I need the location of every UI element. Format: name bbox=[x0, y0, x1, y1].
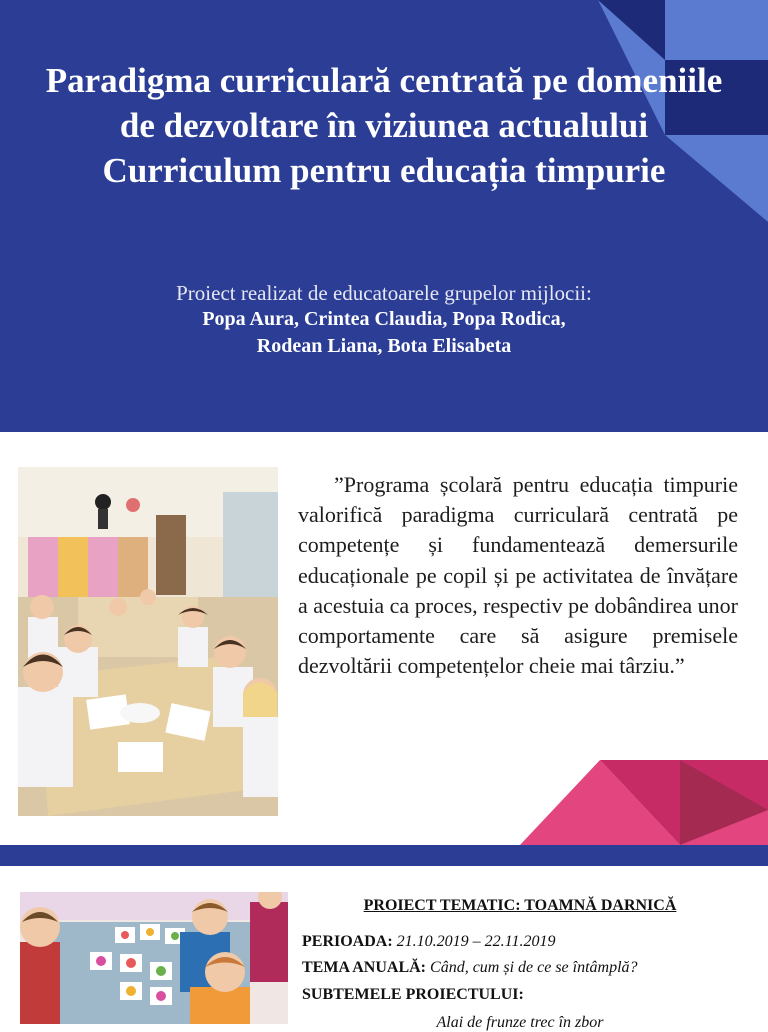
curriculum-quote: ”Programa școlară pentru educația timpurie valorifică paradigma curriculară centrată pe competențe și fundamentează demersurile educaționale pe copil și pe activitatea de învățare a acestuia ca proces, respectiv pe dobândirea unor comportamente care să asigure premisele dezvoltării competențelor cheie mai târziu.” bbox=[298, 472, 738, 679]
annual-theme-label: TEMA ANUALĂ: bbox=[302, 959, 427, 976]
section-divider-band bbox=[0, 845, 768, 866]
subtopic-item: Alai de frunze trec în zbor bbox=[436, 1014, 604, 1031]
project-annual-theme bbox=[302, 959, 752, 977]
title-slide-header bbox=[0, 0, 768, 432]
period-value: 21.10.2019 – 22.11.2019 bbox=[396, 933, 556, 950]
authors-list bbox=[40, 306, 728, 360]
project-period bbox=[302, 933, 752, 951]
period-label: PERIOADA: bbox=[302, 933, 393, 950]
subtopics-label: SUBTEMELE PROIECTULUI: bbox=[302, 986, 524, 1003]
authors-line-2: Rodean Liana, Bota Elisabeta bbox=[256, 335, 512, 357]
page-title: Paradigma curriculară centrată pe domeniile de dezvoltare în viziunea actualului Curriculum pentru educația timpurie bbox=[45, 61, 723, 190]
authors-line-1: Popa Aura, Crintea Claudia, Popa Rodica, bbox=[202, 308, 566, 330]
project-subtopics-heading bbox=[302, 986, 752, 1004]
project-subtitle: Proiect realizat de educatoarele grupelor mijlocii: bbox=[176, 281, 592, 305]
decorative-triangles bbox=[0, 760, 768, 845]
annual-theme-value: Când, cum și de ce se întâmplă? bbox=[430, 959, 638, 976]
children-sorting-cards-photo bbox=[20, 892, 288, 1024]
project-title: PROIECT TEMATIC: TOAMNĂ DARNICĂ bbox=[363, 897, 677, 914]
